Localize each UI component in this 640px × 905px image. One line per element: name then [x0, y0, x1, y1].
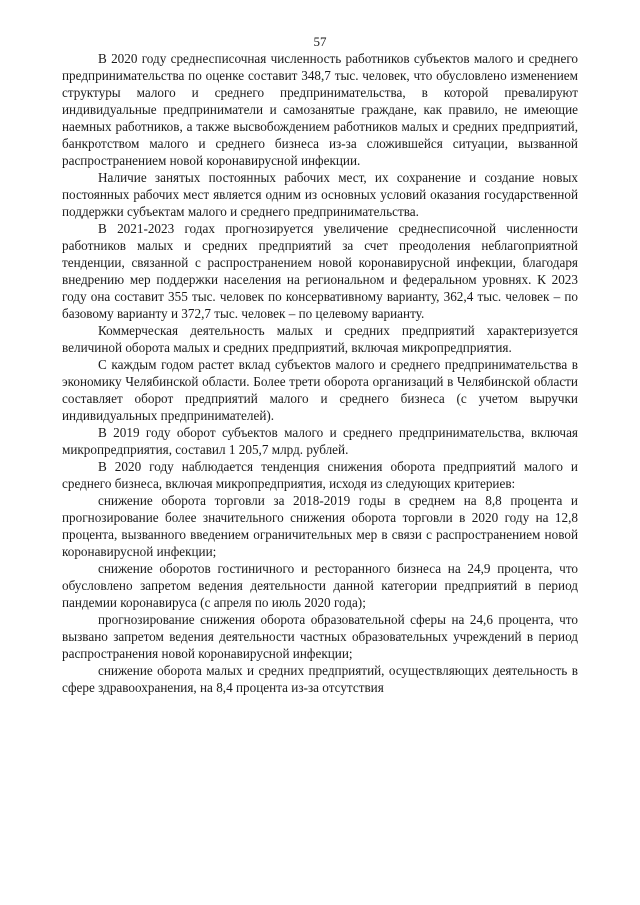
- list-item: снижение оборота торговли за 2018-2019 годы в среднем на 8,8 процента и прогнозирование более значительного снижения оборота торговли в 2020 году на 12,8 процента, вызванного введением ограничительных мер в связи с распространением новой коронавирусной инфекции;: [62, 493, 578, 559]
- body-text: [62, 50, 578, 696]
- paragraph: Наличие занятых постоянных рабочих мест, их сохранение и создание новых постоянных рабочих мест является одним из основных условий оказания государственной поддержки субъектам малого и среднего предпринимательства.: [62, 170, 578, 219]
- paragraph: С каждым годом растет вклад субъектов малого и среднего предпринимательства в экономику Челябинской области. Более трети оборота организаций в Челябинской области составляет оборот предприятий малого и среднего бизнеса (с учетом выручки индивидуальных предпринимателей).: [62, 357, 578, 423]
- paragraph: В 2019 году оборот субъектов малого и среднего предпринимательства, включая микропредприятия, составил 1 205,7 млрд. рублей.: [62, 425, 578, 457]
- paragraph: В 2020 году наблюдается тенденция снижения оборота предприятий малого и среднего бизнеса, включая микропредприятия, исходя из следующих критериев:: [62, 459, 578, 491]
- page-number: 57: [313, 34, 327, 49]
- paragraph: В 2021-2023 годах прогнозируется увеличение среднесписочной численности работников малых и средних предприятий за счет преодоления неблагоприятной тенденции, связанной с распространением новой коронавирусной инфекции, благодаря внедрению мер поддержки населения на региональном и федеральном уровнях. К 2023 году она составит 355 тыс. человек по консервативному варианту, 362,4 тыс. человек – по базовому варианту и 372,7 тыс. человек – по целевому варианту.: [62, 221, 578, 321]
- paragraph: Коммерческая деятельность малых и средних предприятий характеризуется величиной оборота малых и средних предприятий, включая микропредприятия.: [62, 323, 578, 355]
- list-item: прогнозирование снижения оборота образовательной сферы на 24,6 процента, что вызвано запретом ведения деятельности частных образовательных учреждений в период распространения новой коронавирусной инфекции;: [62, 612, 578, 661]
- list-item: снижение оборота малых и средних предприятий, осуществляющих деятельность в сфере здравоохранения, на 8,4 процента из-за отсутствия: [62, 663, 578, 695]
- list-item: снижение оборотов гостиничного и ресторанного бизнеса на 24,9 процента, что обусловлено запретом ведения деятельности данной категории предприятий в период пандемии коронавируса (с апреля по июль 2020 года);: [62, 561, 578, 610]
- paragraph: В 2020 году среднесписочная численность работников субъектов малого и среднего предпринимательства по оценке составит 348,7 тыс. человек, что обусловлено изменением структуры малого и среднего предпринимательства, в которой превалируют индивидуальные предприниматели и самозанятые граждане, как правило, не имеющие наемных работников, а также высвобождением работников малых и средних предприятий, банкротством малого и среднего бизнеса из-за сложившейся ситуации, вызванной распространением новой коронавирусной инфекции.: [62, 51, 578, 168]
